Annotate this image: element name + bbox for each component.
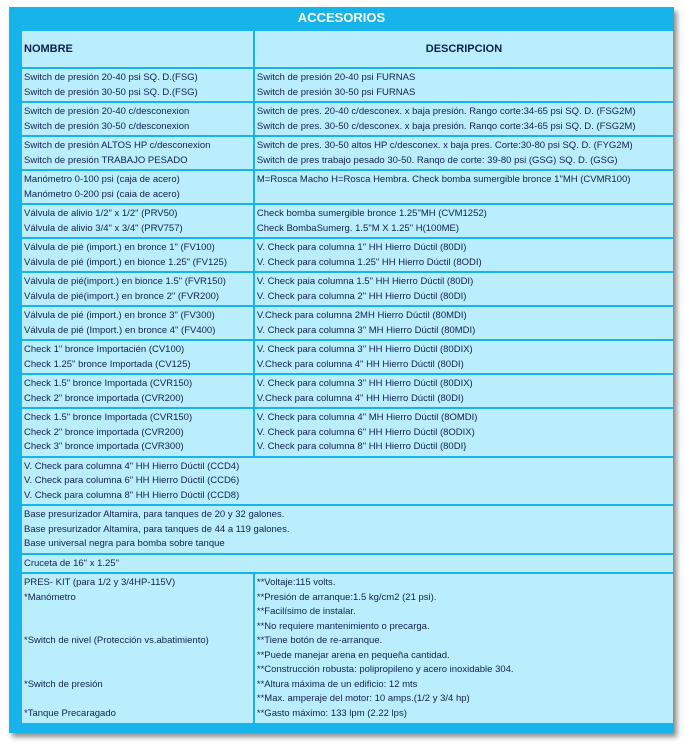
table-row bbox=[22, 239, 673, 271]
full-width-cell bbox=[22, 458, 673, 505]
cell-line: V. Check para columna 8" HH Hierro Dúctil (80DI} bbox=[256, 441, 467, 452]
cell-line: Válvula de pié (import.) en bionce 1.25" (FV125) bbox=[24, 256, 227, 268]
cell-line: **Tiene botón de re-arranque. bbox=[256, 635, 383, 646]
cell-line: Manómetro 0-100 psi (caja de acero) bbox=[24, 174, 180, 185]
cell-line: PRES- KIT (para 1/2 y 3/4HP-115V) bbox=[24, 577, 176, 588]
cell-line bbox=[24, 649, 251, 664]
cell-line: Check 2" bronce importada (CVR200) bbox=[24, 392, 184, 404]
description-cell bbox=[255, 273, 673, 305]
cell-line: **Voltaje:115 volts. bbox=[256, 577, 336, 588]
cell-line: V. Check para columna 6" HH Hierro Dúctil (CCD6) bbox=[24, 475, 240, 486]
table-row bbox=[22, 171, 673, 203]
table-row bbox=[22, 409, 673, 456]
name-cell bbox=[22, 205, 253, 237]
table-row bbox=[22, 137, 673, 169]
cell-line: **Construcción robusta: polipropileno y acero inoxidable 304. bbox=[256, 664, 514, 675]
cell-line: Switch de presión 30-50 c/desconexion bbox=[24, 120, 190, 132]
cell-line bbox=[24, 620, 251, 635]
cell-line: **No requiere mantenimiento o precarga. bbox=[256, 620, 430, 632]
table-row bbox=[22, 103, 673, 135]
cell-line: Switch de pres. 20-40 c/desconex. x baja presión. Rango corte:34-65 psi SQ. D. (FSG2M) bbox=[256, 106, 636, 117]
name-cell bbox=[22, 307, 253, 339]
cell-line: Check 2" bronce importada (CVR200) bbox=[24, 426, 184, 438]
name-cell bbox=[22, 103, 253, 135]
cell-line: *Manómetro bbox=[24, 591, 76, 603]
name-cell bbox=[22, 69, 253, 101]
table-row bbox=[22, 375, 673, 407]
cell-line: Válvula de pié(import.) en bronce 2" (FVR200) bbox=[24, 290, 220, 302]
description-cell bbox=[255, 307, 673, 339]
cell-line: V. Check para columna 3" HH Hierro Dúctil (80DIX) bbox=[256, 344, 473, 355]
full-width-cell bbox=[22, 555, 673, 573]
table-row bbox=[22, 341, 673, 373]
cell-line: *Tanque Precaragado bbox=[24, 708, 116, 720]
cell-line: Válvula de alivio 1/2" x 1/2" (PRV50) bbox=[24, 208, 178, 219]
cell-line: Válvula de pié(import.) en bionce 1.5" (FVR150) bbox=[24, 276, 226, 287]
cell-line: **Gasto máximo: 133 lpm (2.22 lps) bbox=[256, 707, 407, 719]
description-cell bbox=[255, 239, 673, 271]
cell-line: **Max. amperaje del motor: 10 amps.(1/2 y 3/4 hp) bbox=[256, 693, 470, 704]
cell-line: *Switch de nivel (Protección vs.abatimiento) bbox=[24, 635, 209, 647]
table-row-full bbox=[22, 555, 673, 573]
cell-line: Switch de presión 20-40 psi FURNAS bbox=[256, 72, 416, 83]
accessories-table bbox=[20, 29, 675, 725]
cell-line: V. Check paia columna 1.5" HH Hierro Dúctil (80DI) bbox=[256, 276, 474, 287]
table-row bbox=[22, 205, 673, 237]
description-cell bbox=[255, 205, 673, 237]
kit-features-cell bbox=[255, 574, 673, 723]
cell-line: Check bomba sumergible bronce 1.25"MH (CVM1252) bbox=[256, 208, 487, 219]
table-row bbox=[22, 273, 673, 305]
name-cell bbox=[22, 341, 253, 373]
cell-line: Switch de presión 20-40 c/desconexion bbox=[24, 106, 190, 117]
name-cell bbox=[22, 137, 253, 169]
cell-line bbox=[24, 664, 251, 679]
cell-line: Check 1" bronce Importacién (CV100) bbox=[24, 344, 185, 355]
cell-line: **Facilísimo de instalar. bbox=[256, 606, 356, 617]
cell-line: V. Check para columna 3" MH Hierro Dúctil (80MDI) bbox=[256, 324, 476, 336]
cell-line: Check 1.25" bronce Importada (CV125) bbox=[24, 358, 191, 370]
cell-line: Válvula de alivio 3/4" x 3/4" (PRV757) bbox=[24, 222, 183, 234]
cell-line: V. Check para columna 4" MH Hierro Dúctil (8OMDI) bbox=[256, 412, 478, 423]
cell-line: Válvula de pié (import.) en bronce 1" (FV100) bbox=[24, 242, 215, 253]
cell-line bbox=[24, 693, 251, 708]
cell-line: Switch de pres. 30-50 altos HP c/desconex. x baja pres. Corte:30-80 psi SQ. D. (FYG2M) bbox=[256, 140, 633, 151]
cell-line: V.Check para columna 2MH Hierro Dúctil (80MDI) bbox=[256, 310, 467, 321]
cell-line: V.Check para columna 4" HH Hierro Dúctil (80DI) bbox=[256, 358, 464, 370]
cell-line: V.Check para columna 4" HH Hierro Dúctil (80DI) bbox=[256, 392, 464, 404]
cell-line: V. Check para columna 1" HH Hierro Dúctil (80DI) bbox=[256, 242, 467, 253]
table-row-full bbox=[22, 506, 673, 553]
description-cell bbox=[255, 171, 673, 203]
header-description: DESCRIPCION bbox=[255, 31, 673, 67]
cell-line: V. Check para columna 3" HH Hierro Dúctil (80DIX) bbox=[256, 378, 473, 389]
cell-line: Check 1.5" bronce Importada (CVR150) bbox=[24, 378, 193, 389]
header-row bbox=[22, 31, 673, 67]
description-cell bbox=[255, 409, 673, 456]
cell-line: Switch de presión ALTOS HP c/desconexion bbox=[24, 140, 211, 151]
cell-line: Cruceta de 16" x 1.25" bbox=[24, 557, 119, 569]
cell-line: Switch de presión 30-50 psi FURNAS bbox=[256, 86, 416, 98]
header-name: NOMBRE bbox=[22, 31, 253, 67]
name-cell bbox=[22, 239, 253, 271]
cell-line: Base presurizador Altamira, para tanques de 20 y 32 galones. bbox=[24, 509, 285, 520]
description-cell bbox=[255, 375, 673, 407]
cell-line: Check 3" bronce importada (CVR300) bbox=[24, 441, 184, 452]
cell-line: M=Rosca Macho H=Rosca Hembra. Check bomba sumergible bronce 1"MH (CVMR100) bbox=[256, 174, 631, 185]
description-cell bbox=[255, 69, 673, 101]
name-cell bbox=[22, 375, 253, 407]
cell-line: **Puede manejar arena en pequeña cantidad. bbox=[256, 649, 450, 661]
cell-line bbox=[24, 605, 251, 620]
cell-line: Manómetro 0-200 psi (caia de acero) bbox=[24, 188, 180, 200]
cell-line: Base presurizador Altamira, para tanques de 44 a 119 galones. bbox=[24, 523, 290, 535]
cell-line: Switch de pres. 30-50 c/desconex. x baja presión. Ranqo corte:34-65 psi SQ. D. (FSG2M) bbox=[256, 120, 636, 132]
cell-line: Check 1.5" bronce Importada (CVR150) bbox=[24, 412, 193, 423]
cell-line: V. Check para columna 1.25" HH Hierro Dúctil (8ODI) bbox=[256, 256, 482, 268]
name-cell bbox=[22, 409, 253, 456]
name-cell bbox=[22, 171, 253, 203]
cell-line: **Presión de arranque:1.5 kg/cm2 (21 psi). bbox=[256, 591, 437, 603]
description-cell bbox=[255, 341, 673, 373]
cell-line: Base universal negra para bomba sobre tanque bbox=[24, 538, 225, 549]
table-row bbox=[22, 307, 673, 339]
cell-line: Switch de presión 30-50 psi SQ. D.(FSG) bbox=[24, 86, 198, 98]
table-row bbox=[22, 69, 673, 101]
cell-line: *Switch de presión bbox=[24, 679, 103, 691]
accessories-panel bbox=[9, 7, 674, 733]
cell-line: V. Check para columna 4" HH Hierro Dúctil (CCD4) bbox=[24, 460, 240, 472]
cell-line: V. Check para columna 2" HH Hierro Dúctil (80DI) bbox=[256, 290, 467, 302]
cell-line: V. Check para columna 6" HH Hierro Dúctil (8ODIX) bbox=[256, 426, 475, 438]
description-cell bbox=[255, 103, 673, 135]
cell-line: Switch de presión TRABAJO PESADO bbox=[24, 154, 188, 166]
cell-line: Check BombaSumerg. 1.5"M X 1.25" H(100ME) bbox=[256, 222, 460, 234]
description-cell bbox=[255, 137, 673, 169]
table-row-full bbox=[22, 458, 673, 505]
cell-line: **Altura máxima de un edificio: 12 mts bbox=[256, 678, 418, 690]
cell-line: Válvula de pié (Import.) en bronce 4" (FV400) bbox=[24, 324, 216, 336]
cell-line: V. Check para columna 8" HH Hierro Dúctil (CCD8) bbox=[24, 489, 240, 501]
panel-title: ACCESORIOS bbox=[297, 10, 386, 25]
cell-line: Válvula de pié (import.) en bronce 3" (FV300) bbox=[24, 310, 215, 321]
cell-line: Switch de presión 20-40 psi SQ. D.(FSG) bbox=[24, 72, 198, 83]
name-cell bbox=[22, 273, 253, 305]
kit-row bbox=[22, 574, 673, 723]
cell-line: Switch de pres trabajo pesado 30-50. Ranqo de corte: 39-80 psi (GSG) SQ. D. (GSG) bbox=[256, 154, 618, 166]
kit-components-cell bbox=[22, 574, 253, 723]
full-width-cell bbox=[22, 506, 673, 553]
